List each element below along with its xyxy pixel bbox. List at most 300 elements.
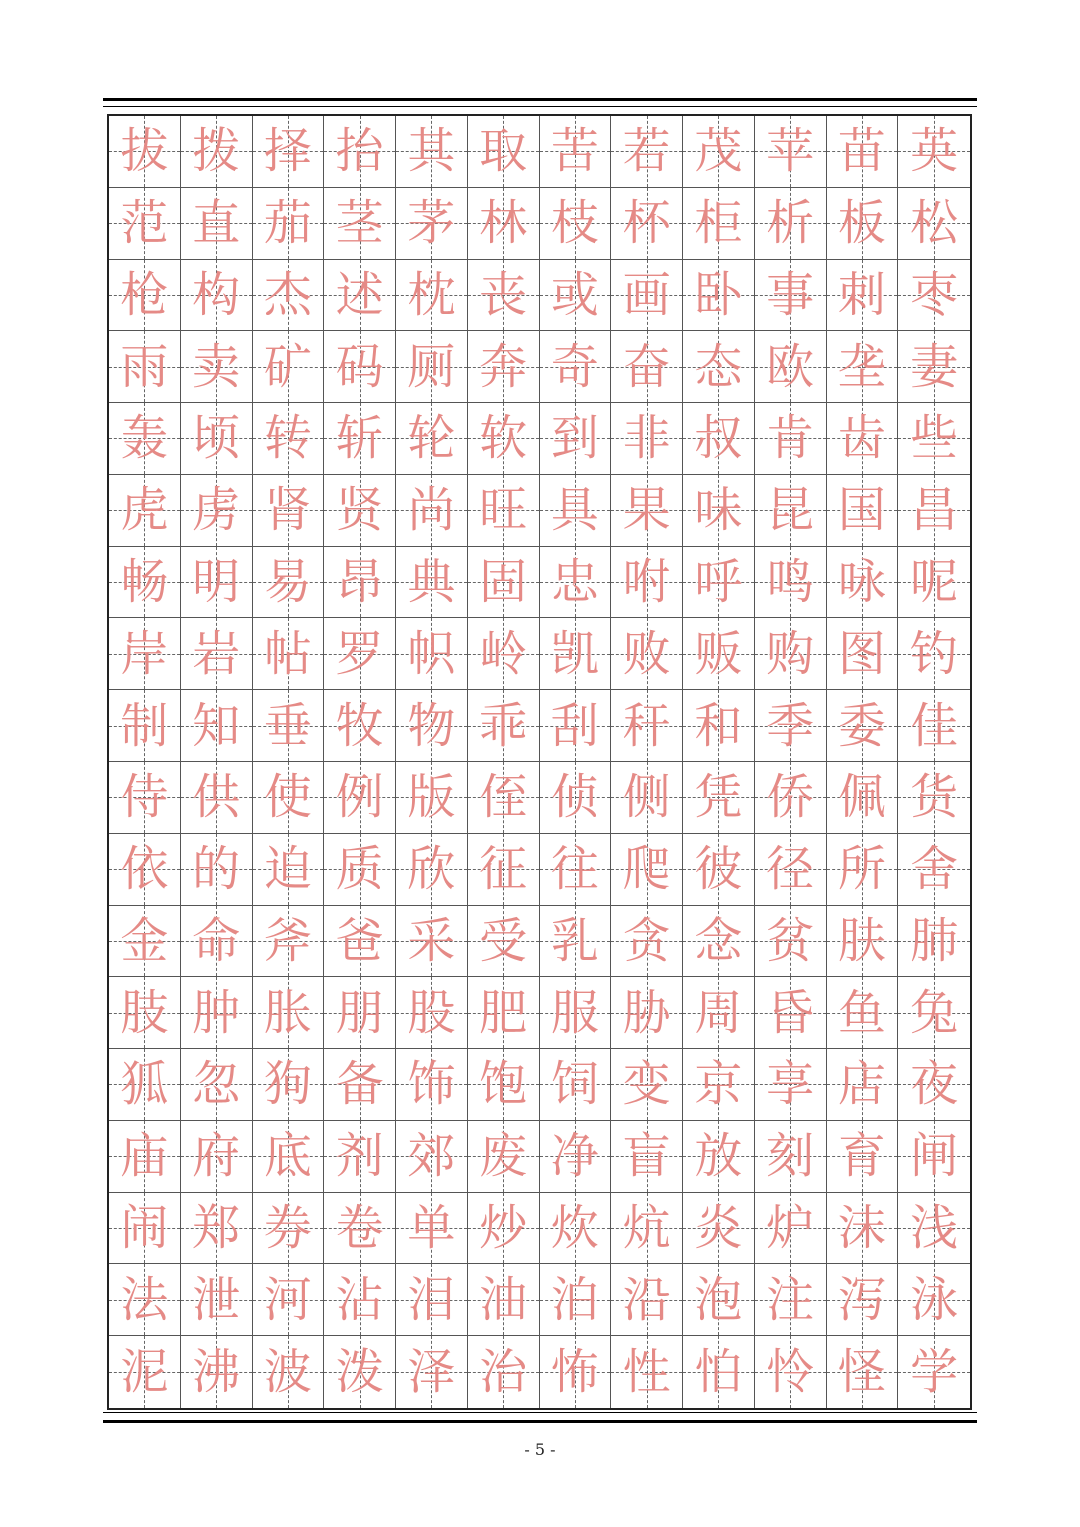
practice-character: 河 [263,1271,312,1328]
grid-cell [898,188,970,260]
practice-character: 变 [622,1056,671,1113]
grid-cell [396,331,468,403]
grid-cell [253,762,325,834]
practice-character: 肿 [192,984,241,1041]
practice-character: 浅 [910,1200,959,1257]
grid-cell [253,618,325,690]
practice-character: 委 [837,697,886,754]
practice-character: 事 [766,266,815,323]
practice-character: 非 [622,410,671,467]
grid-cell [755,260,827,332]
grid-cell [324,547,396,619]
grid-cell [109,977,181,1049]
practice-character: 咏 [837,554,886,611]
grid-cell [827,1049,899,1121]
practice-character: 沿 [622,1271,671,1328]
practice-character: 净 [550,1128,599,1185]
practice-character: 杯 [622,195,671,252]
practice-character: 取 [479,123,528,180]
grid-cell [827,906,899,978]
practice-character: 狗 [263,1056,312,1113]
practice-character: 季 [766,697,815,754]
practice-character: 炕 [622,1200,671,1257]
practice-character: 述 [335,266,384,323]
grid-cell [755,188,827,260]
grid-cell [324,260,396,332]
practice-character: 昆 [766,482,815,539]
grid-cell [109,906,181,978]
grid-cell [396,403,468,475]
grid-cell [827,331,899,403]
practice-character: 郑 [192,1200,241,1257]
grid-cell [396,475,468,547]
grid-cell [755,690,827,762]
practice-character: 卧 [694,266,743,323]
practice-character: 闹 [120,1200,169,1257]
grid-cell [468,260,540,332]
practice-character: 抬 [335,123,384,180]
practice-character: 贪 [622,912,671,969]
practice-character: 欣 [407,841,456,898]
grid-cell [253,403,325,475]
practice-character: 呢 [910,554,959,611]
grid-cell [396,1049,468,1121]
practice-character: 岸 [120,625,169,682]
practice-character: 枝 [550,195,599,252]
grid-cell [109,1264,181,1336]
grid-cell [324,690,396,762]
grid-cell [683,260,755,332]
grid-cell [468,1121,540,1193]
grid-cell [540,690,612,762]
practice-character: 忠 [550,554,599,611]
practice-character: 尚 [407,482,456,539]
grid-cell [611,834,683,906]
practice-character: 备 [335,1056,384,1113]
practice-character: 券 [263,1200,312,1257]
grid-cell [109,188,181,260]
grid-cell [109,618,181,690]
practice-character: 轮 [407,410,456,467]
practice-character: 饰 [407,1056,456,1113]
grid-cell [683,403,755,475]
practice-character: 享 [766,1056,815,1113]
grid-cell [253,1193,325,1265]
grid-cell [755,977,827,1049]
practice-character: 若 [622,123,671,180]
grid-cell [324,331,396,403]
practice-character: 征 [479,841,528,898]
grid-cell [468,762,540,834]
practice-character: 肯 [766,410,815,467]
practice-character: 具 [550,482,599,539]
grid-cell [540,1049,612,1121]
grid-cell [540,116,612,188]
practice-character: 侧 [622,769,671,826]
practice-character: 易 [263,554,312,611]
practice-character: 岭 [479,625,528,682]
grid-cell [396,1336,468,1408]
grid-cell [611,977,683,1049]
grid-cell [253,690,325,762]
grid-cell [898,260,970,332]
practice-character: 果 [622,482,671,539]
practice-character: 狐 [120,1056,169,1113]
grid-cell [898,1193,970,1265]
practice-character: 版 [407,769,456,826]
grid-cell [755,834,827,906]
practice-character: 受 [479,912,528,969]
grid-cell [611,188,683,260]
grid-cell [755,331,827,403]
grid-cell [468,977,540,1049]
practice-character: 味 [694,482,743,539]
practice-character: 彼 [694,841,743,898]
grid-cell [468,547,540,619]
grid-cell [324,1121,396,1193]
grid-cell [396,906,468,978]
practice-character: 枣 [910,266,959,323]
grid-cell [468,618,540,690]
grid-cell [181,762,253,834]
practice-character: 爸 [335,912,384,969]
grid-cell [755,475,827,547]
practice-character: 佳 [910,697,959,754]
grid-cell [898,1049,970,1121]
grid-cell [683,547,755,619]
practice-character: 斧 [263,912,312,969]
grid-cell [898,834,970,906]
practice-character: 径 [766,841,815,898]
grid-cell [683,1193,755,1265]
grid-cell [898,475,970,547]
grid-cell [109,690,181,762]
practice-character: 齿 [837,410,886,467]
practice-character: 虏 [192,482,241,539]
grid-cell [253,116,325,188]
practice-character: 些 [910,410,959,467]
grid-cell [827,977,899,1049]
grid-cell [611,690,683,762]
practice-character: 苗 [837,123,886,180]
practice-character: 供 [192,769,241,826]
practice-character: 肢 [120,984,169,1041]
grid-cell [827,690,899,762]
grid-cell [611,1193,683,1265]
practice-character: 念 [694,912,743,969]
grid-cell [324,762,396,834]
grid-cell [755,1193,827,1265]
grid-cell [181,1193,253,1265]
grid-cell [109,116,181,188]
grid-cell [540,618,612,690]
grid-cell [324,1049,396,1121]
practice-character: 侍 [120,769,169,826]
grid-cell [683,116,755,188]
grid-cell [181,475,253,547]
grid-cell [755,403,827,475]
practice-character: 炉 [766,1200,815,1257]
practice-character: 所 [837,841,886,898]
practice-character: 刺 [837,266,886,323]
practice-grid [107,114,972,1410]
practice-character: 丧 [479,266,528,323]
grid-cell [109,1049,181,1121]
practice-character: 放 [694,1128,743,1185]
practice-character: 雨 [120,338,169,395]
grid-cell [683,331,755,403]
practice-character: 服 [550,984,599,1041]
grid-cell [324,834,396,906]
practice-character: 帜 [407,625,456,682]
grid-cell [181,260,253,332]
practice-character: 购 [766,625,815,682]
practice-character: 泄 [192,1271,241,1328]
grid-cell [109,260,181,332]
grid-cell [396,1193,468,1265]
grid-cell [540,762,612,834]
practice-character: 奋 [622,338,671,395]
grid-cell [611,1336,683,1408]
grid-cell [898,1336,970,1408]
grid-cell [181,1121,253,1193]
grid-cell [396,188,468,260]
grid-cell [898,1264,970,1336]
grid-cell [611,403,683,475]
grid-cell [468,1264,540,1336]
practice-character: 态 [694,338,743,395]
grid-cell [253,906,325,978]
practice-character: 周 [694,984,743,1041]
practice-character: 垄 [837,338,886,395]
grid-cell [540,260,612,332]
practice-character: 物 [407,697,456,754]
grid-cell [109,547,181,619]
practice-character: 怖 [550,1344,599,1401]
grid-cell [253,1121,325,1193]
practice-character: 盲 [622,1128,671,1185]
grid-cell [324,475,396,547]
practice-character: 沾 [335,1271,384,1328]
practice-character: 沫 [837,1200,886,1257]
grid-cell [253,547,325,619]
grid-cell [683,1049,755,1121]
practice-character: 泪 [407,1271,456,1328]
practice-character: 帖 [263,625,312,682]
practice-character: 斩 [335,410,384,467]
practice-character: 制 [120,697,169,754]
grid-cell [898,977,970,1049]
grid-cell [396,547,468,619]
practice-character: 奇 [550,338,599,395]
practice-character: 板 [837,195,886,252]
grid-cell [683,618,755,690]
practice-character: 其 [407,123,456,180]
grid-cell [827,1336,899,1408]
practice-character: 柜 [694,195,743,252]
grid-cell [468,188,540,260]
practice-character: 秆 [622,697,671,754]
practice-character: 郊 [407,1128,456,1185]
grid-cell [540,1193,612,1265]
grid-cell [109,403,181,475]
practice-character: 垂 [263,697,312,754]
practice-character: 枪 [120,266,169,323]
practice-character: 怕 [694,1344,743,1401]
grid-cell [396,116,468,188]
grid-cell [253,977,325,1049]
practice-character: 凯 [550,625,599,682]
practice-character: 股 [407,984,456,1041]
practice-character: 刻 [766,1128,815,1185]
practice-character: 油 [479,1271,528,1328]
practice-character: 茎 [335,195,384,252]
practice-character: 择 [263,123,312,180]
practice-character: 明 [192,554,241,611]
grid-cell [181,331,253,403]
practice-character: 侄 [479,769,528,826]
practice-character: 矿 [263,338,312,395]
practice-character: 到 [550,410,599,467]
practice-character: 泼 [335,1344,384,1401]
grid-cell [324,977,396,1049]
grid-cell [253,1049,325,1121]
grid-cell [827,475,899,547]
grid-cell [683,1121,755,1193]
practice-character: 昂 [335,554,384,611]
grid-cell [683,762,755,834]
practice-character: 炒 [479,1200,528,1257]
grid-cell [181,690,253,762]
practice-character: 知 [192,697,241,754]
practice-character: 泻 [837,1271,886,1328]
grid-cell [396,690,468,762]
practice-character: 范 [120,195,169,252]
grid-cell [898,762,970,834]
practice-character: 画 [622,266,671,323]
grid-cell [827,116,899,188]
practice-character: 底 [263,1128,312,1185]
grid-cell [683,906,755,978]
practice-character: 兔 [910,984,959,1041]
grid-cell [253,834,325,906]
practice-character: 厕 [407,338,456,395]
practice-character: 夜 [910,1056,959,1113]
practice-character: 例 [335,769,384,826]
footer-rule-thin [103,1412,977,1413]
grid-cell [468,690,540,762]
practice-character: 使 [263,769,312,826]
practice-character: 闸 [910,1128,959,1185]
practice-character: 肥 [479,984,528,1041]
practice-character: 京 [694,1056,743,1113]
practice-character: 畅 [120,554,169,611]
grid-cell [396,977,468,1049]
footer-rule-thick [103,1420,977,1423]
grid-cell [611,1264,683,1336]
practice-character: 或 [550,266,599,323]
practice-character: 庙 [120,1128,169,1185]
grid-cell [324,403,396,475]
grid-cell [253,260,325,332]
grid-cell [181,188,253,260]
practice-character: 咐 [622,554,671,611]
practice-character: 命 [192,912,241,969]
grid-cell [324,116,396,188]
practice-character: 佩 [837,769,886,826]
practice-character: 茂 [694,123,743,180]
grid-cell [109,331,181,403]
practice-character: 轰 [120,410,169,467]
grid-cell [540,834,612,906]
practice-character: 学 [910,1344,959,1401]
grid-cell [468,331,540,403]
practice-character: 府 [192,1128,241,1185]
grid-cell [396,260,468,332]
practice-character: 软 [479,410,528,467]
grid-cell [540,906,612,978]
practice-character: 货 [910,769,959,826]
practice-character: 析 [766,195,815,252]
grid-cell [827,1193,899,1265]
grid-cell [540,547,612,619]
grid-cell [540,403,612,475]
grid-cell [683,1264,755,1336]
grid-cell [611,331,683,403]
practice-character: 泳 [910,1271,959,1328]
grid-cell [468,403,540,475]
practice-character: 爬 [622,841,671,898]
practice-character: 贩 [694,625,743,682]
practice-character: 法 [120,1271,169,1328]
practice-character: 治 [479,1344,528,1401]
grid-cell [396,834,468,906]
grid-cell [181,116,253,188]
grid-cell [683,977,755,1049]
grid-cell [827,1264,899,1336]
practice-character: 直 [192,195,241,252]
practice-character: 迫 [263,841,312,898]
practice-character: 舍 [910,841,959,898]
practice-character: 泊 [550,1271,599,1328]
grid-cell [540,188,612,260]
grid-cell [540,475,612,547]
grid-cell [181,1264,253,1336]
grid-cell [898,1121,970,1193]
practice-character: 怪 [837,1344,886,1401]
practice-character: 往 [550,841,599,898]
grid-cell [324,618,396,690]
practice-character: 波 [263,1344,312,1401]
grid-cell [898,331,970,403]
grid-cell [324,1264,396,1336]
practice-character: 茄 [263,195,312,252]
practice-character: 典 [407,554,456,611]
grid-cell [253,331,325,403]
practice-character: 枕 [407,266,456,323]
practice-character: 鱼 [837,984,886,1041]
grid-cell [468,1049,540,1121]
grid-cell [827,188,899,260]
grid-cell [324,1336,396,1408]
grid-cell [253,1264,325,1336]
practice-character: 旺 [479,482,528,539]
grid-cell [540,331,612,403]
grid-cell [109,1336,181,1408]
grid-cell [827,762,899,834]
practice-character: 虎 [120,482,169,539]
practice-character: 的 [192,841,241,898]
